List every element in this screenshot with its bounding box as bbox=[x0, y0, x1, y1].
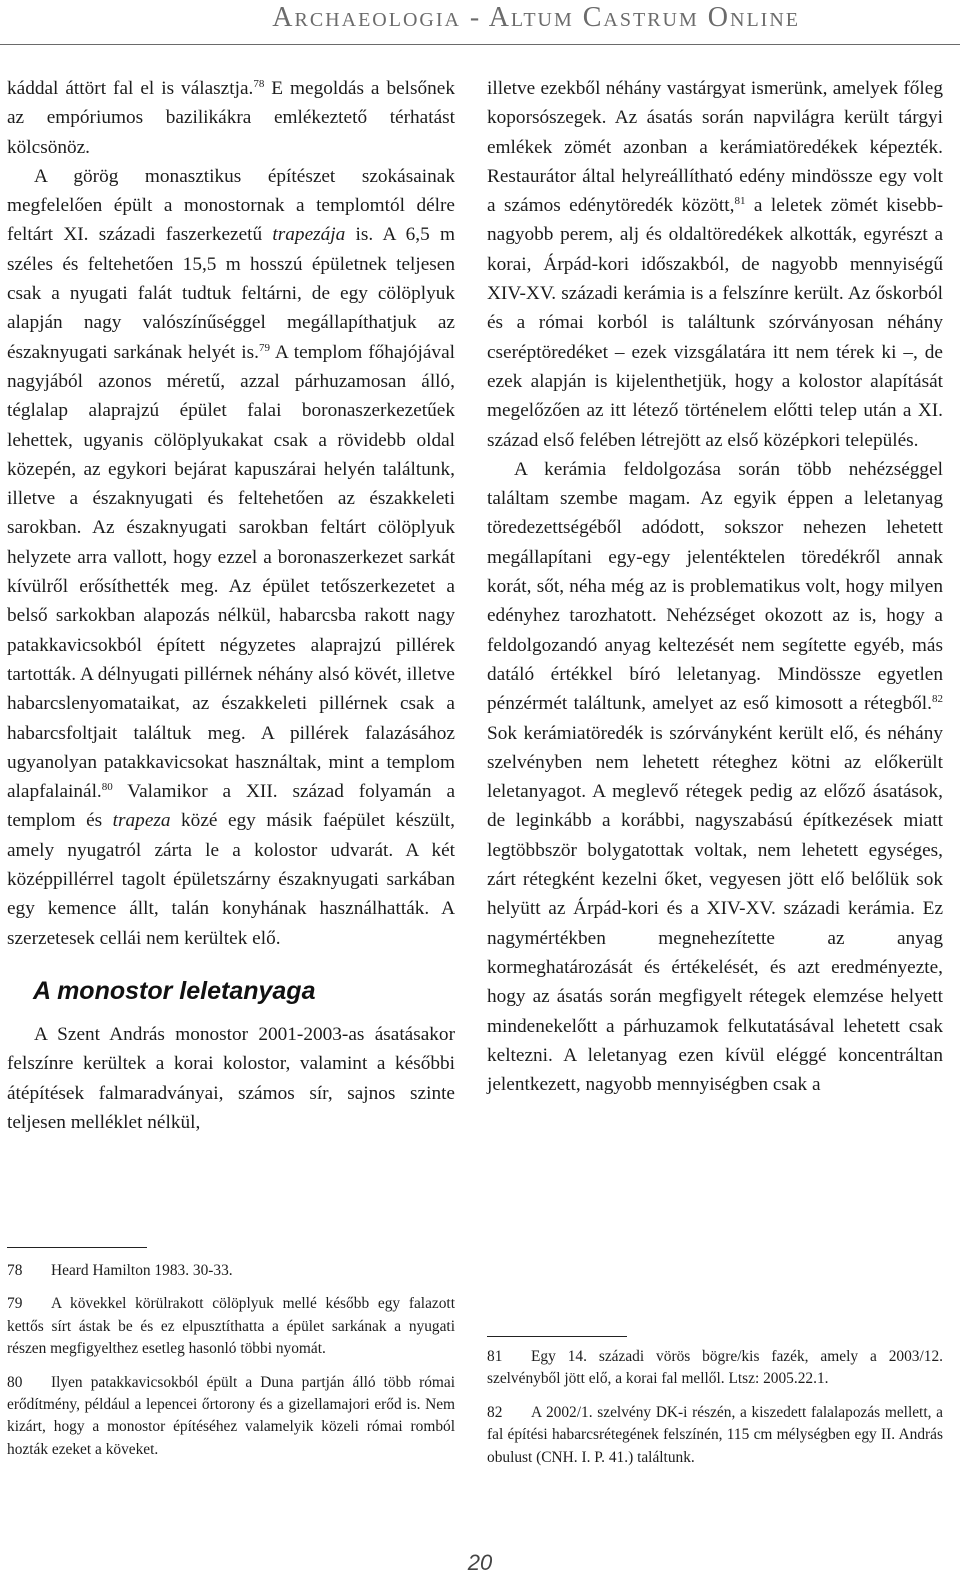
footnote-divider-left bbox=[7, 1247, 147, 1248]
left-paragraph-2: A görög monasztikus építészet szokásainak megfelelően épült a monostornak a templomtól délre feltárt XI. századi faszerkezetű trapezája is. A 6,5 m széles és feltehetően 15,5 m hosszú épületnek teljesen csak a nyugati falát tudtuk feltárni, de egy cölöplyuk alapján nagy valószínűséggel megállapíthatjuk az északnyugati sarkának helyét is.$^{79}$ A templom főhajójával nagyjából azonos méretű, azzal párhuzamosan álló, téglalap alaprajzú épület falai boronaszerkezetűek lehettek, ugyanis cölöplyukakat csak a rövidebb oldal közepén, az egykori bejárat kapuszárai helyén találtunk, illetve a északnyugati és feltehetően az északkeleti sarokban. Az északnyugati sarokban feltárt cölöplyuk helyzete arra vallott, hogy ezzel a boronaszerkezet sarkát kívülről erősíthették meg. Az épület tetőszerkezetet a belső sarkokban alapozás nélkül, habarcsba rakott nagy patakkavicsokból épített négyzetes alaprajzú pillérek tartották. A délnyugati pillérnek néhány alsó kövét, illetve habarcslenyomataikat, az északkeleti pillérnek csak a habarcsfoltjait találtuk meg. A pillérek falazásához ugyanolyan patakkavicsokat használtak, mint a templom alapfalainál.$^{80}$ Valamikor a XII. század folyamán a templom és trapeza közé egy másik faépület készült, amely nyugatról zárta le a kolostor udvarát. A két középpillérrel tagolt épületszárny északnyugati sarkában egy kemence állt, talán konyhának használhatták. A szerzetesek cellái nem kerültek elő. bbox=[7, 165, 455, 949]
left-column bbox=[7, 74, 455, 1137]
section-heading: A monostor leletanyaga bbox=[33, 976, 316, 1005]
journal-title: Archaeologia - Altum Castrum Online bbox=[272, 2, 800, 33]
page-number: 20 bbox=[467, 1550, 493, 1575]
footnote-ref-82[interactable]: 82 bbox=[932, 693, 943, 706]
left-paragraph-3: A Szent András monostor 2001-2003-as ásatásakor felszínre kerültek a korai kolostor, valamint a későbbi átépítések falmaradványai, számos sír, sajnos szinte teljesen melléklet nélkül, bbox=[7, 1023, 455, 1133]
right-paragraph-2: A kerámia feldolgozása során több nehézséggel találtam szembe magam. Az egyik éppen a leletanyag töredezettségéből adódott, sokszor nehezen lehetett megállapítani egy-egy jelentéktelen töredékről annak korát, sőt, néha még az is problematikus volt, hogy milyen edényhez tarozhatott. Nehézséget okozott az is, hogy a feldolgozandó anyag keltezését nem segítette egyéb, más datáló értékkel bíró leletanyag. Mindössze egyetlen pénzérmét találtunk, amelyet az eső kimosott a rétegből.$^{82}$ Sok kerámiatöredék is szórványként került elő, és néhány szelvényben nem lehetett réteghez kötni az előkerült leletanyagot. A meglevő rétegek pedig az előző ásatások, de leginkább a korábbi, nagyszabású építkezések miatt legtöbbször bolygatottak voltak, nem lehetett egységes, zárt rétegként kezelni őket, vegyesen jött elő belőlük sok helyütt az Árpád-kori és a XIV-XV. századi kerámia. Ez nagymértékben megnehezítette az anyag kormeghatározását és értékelését, és azt eredményezte, hogy az ásatás során megfigyelt rétegek elemzése helyett mindenekelőtt a párhuzamok felkutatásával lehetett csak keltezni. A leletanyag ezen kívül eléggé koncentráltan jelentkezett, nagyobb mennyiségben csak a bbox=[487, 458, 943, 1096]
footnote-81: 81 Egy 14. századi vörös bögre/kis fazék, amely a 2003/12. szelvényből jött elő, a korai fal mellől. Ltsz: 2005.22.1. bbox=[487, 1348, 943, 1388]
running-header bbox=[0, 0, 960, 45]
footnote-ref-81[interactable]: 81 bbox=[734, 195, 746, 208]
footnote-ref-80[interactable]: 80 bbox=[101, 781, 113, 794]
footnote-ref-78[interactable]: 78 bbox=[253, 78, 265, 90]
footnote-80: 80 Ilyen patakkavicsokból épült a Duna partján álló több római erődítmény, például a lepencei őrtorony és a gizellamajori erőd is. Nem kizárt, hogy a monostor építéséhez valamelyik közeli római romból hozták ezeket a köveket. bbox=[7, 1373, 455, 1458]
right-column bbox=[487, 74, 943, 1099]
footnote-78: 78 Heard Hamilton 1983. 30-33. bbox=[7, 1262, 233, 1279]
footnote-divider-right bbox=[487, 1336, 627, 1337]
footnotes-left bbox=[7, 1260, 455, 1472]
right-paragraph-1: illetve ezekből néhány vastárgyat ismerünk, amelyek főleg koporsószegek. Az ásatás során napvilágra került tárgyi emlékek zömét azonban a kerámiatöredékek képezték. Restaurátor által helyreállítható edény mindössze egy volt a számos edénytöredék között,$^{81}$ a leletek zömét kisebb-nagyobb perem, alj és oldaltöredékek alkották, egyrészt a korai, Árpád-kori időszakból, de nagyobb mennyiségű XIV-XV. századi kerámia is a felszínre került. Az őskorból és a római korból is találtunk szórványosan néhány cseréptöredéket – ezek vizsgálatára itt nem térek ki –, de ezek alapján is kijelenthetjük, hogy a kolostor alapítását megelőzően az itt létező történelem előtti telep után a XI. század első felében létrejött az első középkori település. bbox=[487, 78, 943, 451]
footnote-82: 82 A 2002/1. szelvény DK-i részén, a kiszedett falalapozás mellett, a fal építési habarcsrétegének felszínén, 115 cm mélységben egy II. András obulust (CNH. I. P. 41.) találtunk. bbox=[487, 1403, 943, 1466]
footnotes-right bbox=[487, 1346, 943, 1480]
footnote-ref-79[interactable]: 79 bbox=[258, 341, 270, 354]
left-paragraph-1: káddal áttört fal el is választja.$^{78}$ E megoldás a belsőnek az empóriumos bazilikákra emlékeztető térhatást kölcsönöz. bbox=[7, 78, 455, 158]
footnote-79: 79 A kövekkel körülrakott cölöplyuk mellé később egy falazott kettős sírt ástak be és ez elpusztíthatta a épület sarkának a nyugati részen megfigyelthez esetleg hasonló többi nyomát. bbox=[7, 1295, 455, 1358]
